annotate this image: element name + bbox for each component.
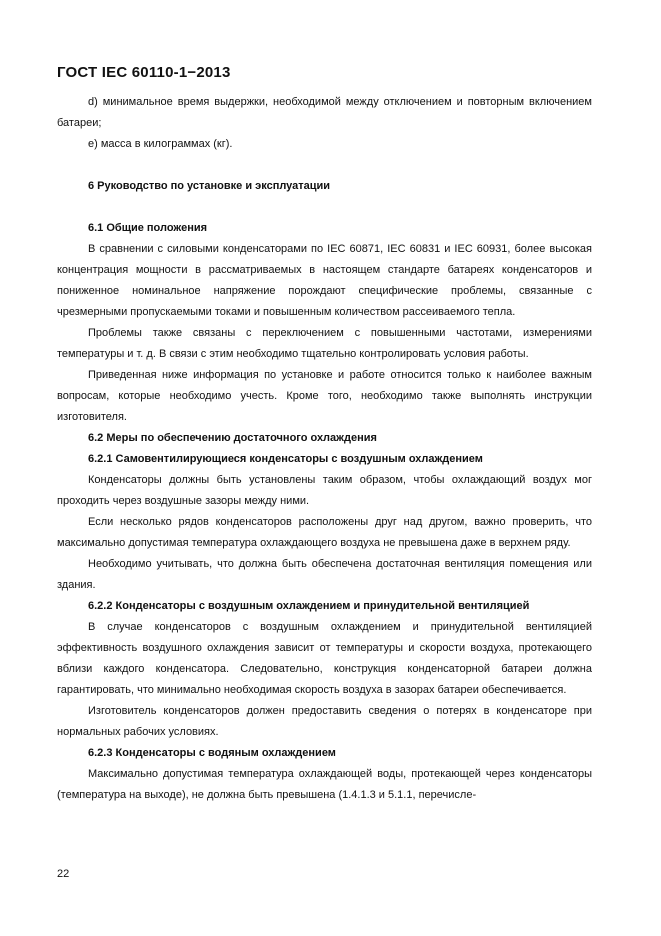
paragraph: Если несколько рядов конденсаторов расположены друг над другом, важно проверить, что максимально допустимая температура охлаждающего воздуха не превышена даже в верхнем ряду. [57, 516, 592, 549]
subsection-heading-6-2: 6.2 Меры по обеспечению достаточного охлаждения [88, 432, 377, 444]
paragraph: Изготовитель конденсаторов должен предоставить сведения о потерях в конденсаторе при нормальных рабочих условиях. [57, 705, 592, 738]
document-header: ГОСТ IEC 60110-1−2013 [57, 64, 231, 81]
paragraph-item-e: е) масса в килограммах (кг). [88, 138, 233, 150]
paragraph: Максимально допустимая температура охлаждающей воды, протекающей через конденсаторы (температура на выходе), не должна быть превышена (1.4.1.3 и 5.1.1, перечисле- [57, 768, 592, 801]
paragraph: Необходимо учитывать, что должна быть обеспечена достаточная вентиляция помещения или здания. [57, 558, 592, 591]
subsection-heading-6-2-2: 6.2.2 Конденсаторы с воздушным охлаждением и принудительной вентиляцией [88, 600, 530, 612]
paragraph-item-d: d) минимальное время выдержки, необходимой между отключением и повторным включением батареи; [57, 96, 592, 129]
paragraph: Приведенная ниже информация по установке и работе относится только к наиболее важным вопросам, которые необходимо учесть. Кроме того, необходимо также выполнять инструкции изготовителя. [57, 369, 592, 423]
subsection-heading-6-1: 6.1 Общие положения [88, 222, 208, 234]
paragraph: Конденсаторы должны быть установлены таким образом, чтобы охлаждающий воздух мог проходить через воздушные зазоры между ними. [57, 474, 592, 507]
subsection-heading-6-2-3: 6.2.3 Конденсаторы с водяным охлаждением [88, 747, 336, 759]
paragraph: Проблемы также связаны с переключением с повышенными частотами, измерениями температуры и т. д. В связи с этим необходимо тщательно контролировать условия работы. [57, 327, 592, 360]
subsection-heading-6-2-1: 6.2.1 Самовентилирующиеся конденсаторы с воздушным охлаждением [88, 453, 483, 465]
paragraph: В случае конденсаторов с воздушным охлаждением и принудительной вентиляцией эффективность воздушного охлаждения зависит от температуры и скорости воздуха, протекающего вблизи каждого конденсатора. Следовательно, конструкция конденсаторной батареи должна гарантировать, что минимально необходимая скорость воздуха в зазорах батареи обеспечивается. [57, 621, 592, 696]
document-body [57, 92, 592, 806]
section-heading-6: 6 Руководство по установке и эксплуатации [88, 180, 331, 192]
paragraph: В сравнении с силовыми конденсаторами по IEC 60871, IEC 60831 и IEC 60931, более высокая концентрация мощности в рассматриваемых в настоящем стандарте батареях конденсаторов и пониженное номинальное напряжение порождают специфические проблемы, связанные с чрезмерными пропускаемыми токами и повышенным количеством рассеиваемого тепла. [57, 243, 592, 318]
page-number: 22 [57, 868, 70, 880]
